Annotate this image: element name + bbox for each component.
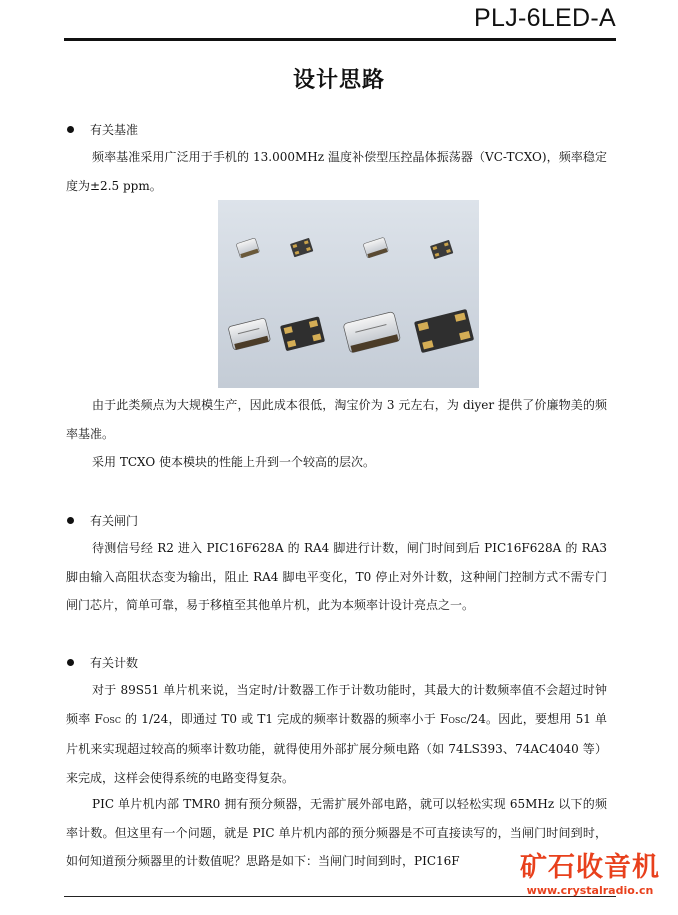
paragraph-reference-cost: 由于此类频点为大规模生产，因此成本很低，淘宝价为 3 元左右，为 diyer 提供了价廉物美的频率基准。: [66, 398, 607, 441]
watermark-url: www.crystalradio.cn: [526, 884, 654, 897]
paragraph-reference-tcxo: 采用 TCXO 使本模块的性能上升到一个较高的层次。: [92, 455, 375, 469]
paragraph-counting-51: 对于 89S51 单片机来说，当定时/计数器工作于计数功能时，其最大的计数频率值不会超过时钟频率 FOSC 的 1/24，即通过 T0 或 T1 完成的频率计数器的频率小于 FOSC/24。因此，要想用 51 单片机来实现超过较高的频率计数功能，就得使用外部扩展分频电路（如 74LS393、74AC4040 等）来完成，这样会使得系统的电路变得复杂。: [66, 683, 607, 785]
paragraph-counting-pic: PIC 单片机内部 TMR0 拥有预分频器，无需扩展外部电路，就可以轻松实现 65MHz 以下的频率计数。但这里有一个问题，就是 PIC 单片机内部的预分频器是不可直接读写的，当闸门时间到时，如何知道预分频器里的计数值呢？思路是如下：当闸门时间到时，PIC16F: [66, 797, 607, 869]
watermark-logo: [510, 852, 670, 898]
section-heading-reference: 有关基准: [67, 121, 138, 138]
watermark-title: 矿石收音机: [520, 852, 660, 883]
bullet-icon: [67, 659, 74, 666]
paragraph-reference-intro: 频率基准采用广泛用于手机的 13.000MHz 温度补偿型压控晶体振荡器（VC-TCXO)，频率稳定度为±2.5 ppm。: [66, 150, 607, 193]
bullet-icon: [67, 126, 74, 133]
section-heading-counting: 有关计数: [67, 654, 138, 671]
section-heading-gate: 有关闸门: [67, 512, 138, 529]
bullet-icon: [67, 517, 74, 524]
tcxo-oscillator-photo: [218, 200, 479, 388]
header-rule: [64, 38, 616, 41]
document-code: PLJ-6LED-A: [474, 4, 616, 32]
paragraph-gate: 待测信号经 R2 进入 PIC16F628A 的 RA4 脚进行计数，闸门时间到后 PIC16F628A 的 RA3 脚由输入高阻状态变为输出，阻止 RA4 脚电平变化，T0 停止对外计数，这种闸门控制方式不需专门闸门芯片，简单可靠，易于移植至其他单片机，此为本频率计设计亮点之一。: [66, 541, 607, 613]
page-title: 设计思路: [292, 68, 385, 93]
